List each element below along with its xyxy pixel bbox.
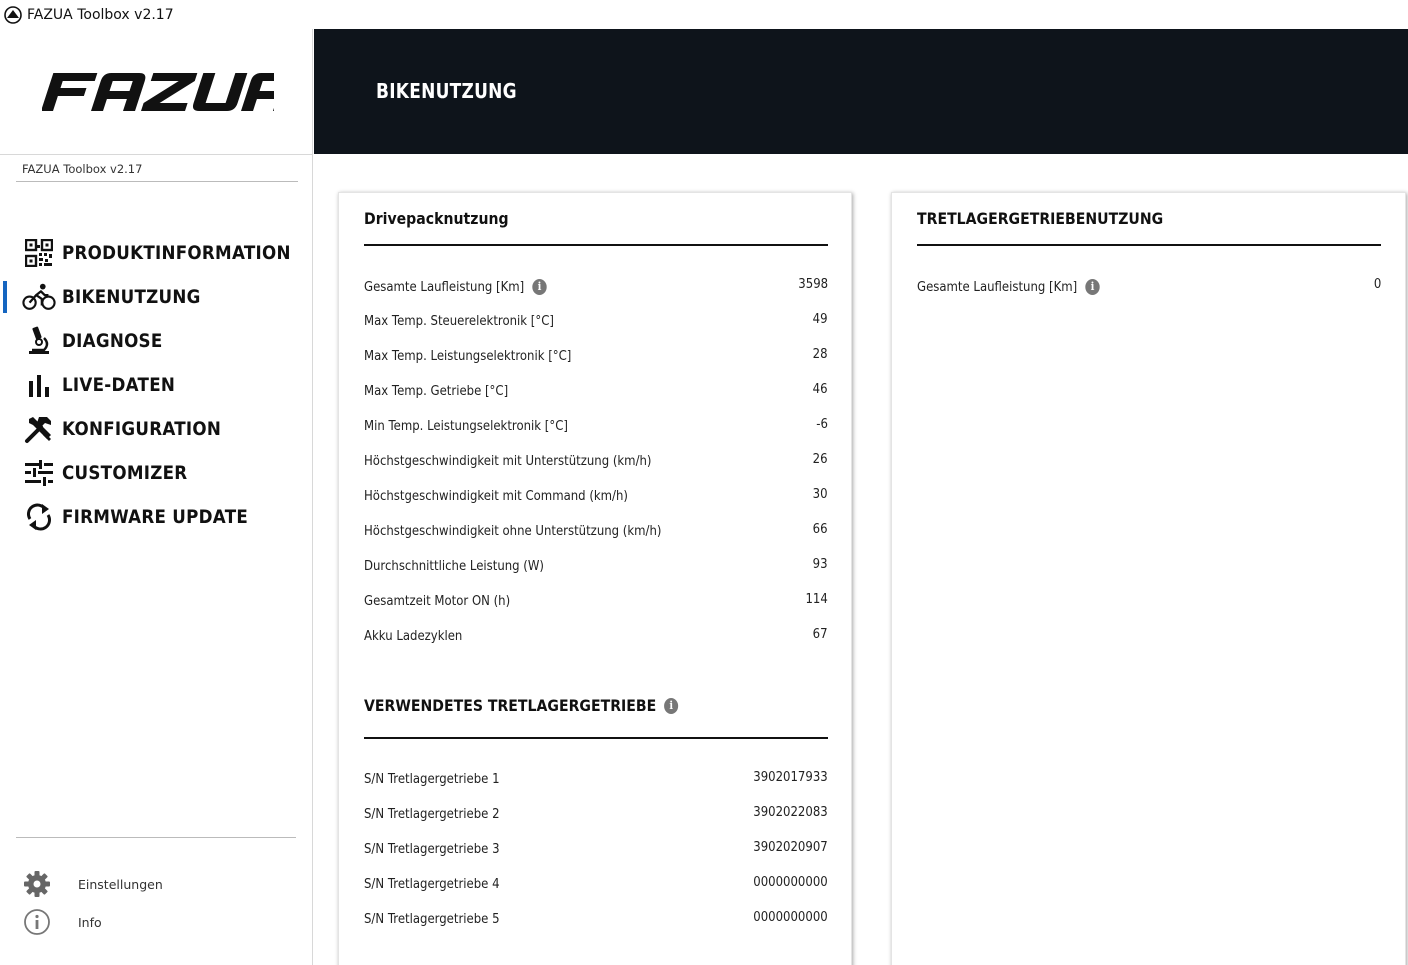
list-item	[364, 875, 828, 895]
main-content	[314, 154, 1408, 965]
nav-item-produktinformation[interactable]	[0, 231, 313, 275]
row-label: Gesamtzeit Motor ON (h)	[364, 594, 511, 609]
nav-label: DIAGNOSE	[62, 330, 163, 352]
list-item	[364, 312, 828, 332]
sliders-icon	[22, 457, 56, 489]
list-item	[364, 347, 828, 367]
nav-label: LIVE-DATEN	[62, 374, 176, 396]
row-value: 67	[813, 627, 828, 642]
row-label: S/N Tretlagergetriebe 2	[364, 807, 500, 822]
info-icon[interactable]: i	[664, 698, 678, 714]
row-value: 0000000000	[753, 910, 828, 925]
page-title: BIKENUTZUNG	[376, 79, 517, 103]
info-icon[interactable]: i	[1085, 279, 1099, 295]
page-header	[314, 29, 1408, 154]
list-item	[917, 277, 1381, 297]
settings-link[interactable]	[0, 867, 313, 901]
row-value: 3902017933	[753, 770, 828, 785]
info-label: Info	[78, 914, 102, 930]
info-icon	[22, 907, 52, 937]
row-label: S/N Tretlagergetriebe 3	[364, 842, 500, 857]
drivepack-title: Drivepacknutzung	[364, 209, 509, 228]
nav-label: BIKENUTZUNG	[62, 286, 201, 308]
nav-label: CUSTOMIZER	[62, 462, 188, 484]
row-value: 66	[813, 522, 828, 537]
row-label: Akku Ladezyklen	[364, 629, 463, 644]
app-icon	[4, 6, 22, 24]
info-icon[interactable]: i	[532, 279, 546, 295]
gearbox-usage-card	[891, 192, 1406, 965]
sync-icon	[22, 501, 56, 533]
row-value: 3902020907	[753, 840, 828, 855]
nav-item-bikenutzung[interactable]	[0, 275, 313, 319]
row-label: Höchstgeschwindigkeit mit Unterstützung (km/h)	[364, 454, 652, 469]
nav-item-konfiguration[interactable]	[0, 407, 313, 451]
list-item	[364, 487, 828, 507]
card-title	[917, 209, 1163, 228]
list-item	[364, 592, 828, 612]
nav-item-customizer[interactable]	[0, 451, 313, 495]
card-title	[364, 696, 678, 715]
version-label: FAZUA Toolbox v2.17	[22, 162, 143, 176]
row-value: 26	[813, 452, 828, 467]
nav-label: FIRMWARE UPDATE	[62, 506, 249, 528]
window-title-bar	[0, 0, 1408, 29]
list-item	[364, 770, 828, 790]
row-value: 0	[1373, 277, 1381, 292]
list-item	[364, 840, 828, 860]
row-label: Max Temp. Leistungselektronik [°C]	[364, 349, 572, 364]
logo-area	[0, 29, 313, 155]
settings-label: Einstellungen	[78, 876, 163, 892]
tools-icon	[22, 413, 56, 445]
divider	[917, 244, 1381, 246]
gearbox-used-title: VERWENDETES TRETLAGERGETRIEBE	[364, 696, 657, 715]
main-nav	[0, 231, 313, 539]
nav-item-diagnose[interactable]	[0, 319, 313, 363]
bar-chart-icon	[22, 369, 56, 401]
row-value: 49	[813, 312, 828, 327]
row-value: 93	[813, 557, 828, 572]
list-item	[364, 382, 828, 402]
divider	[16, 181, 298, 182]
row-value: 3902022083	[753, 805, 828, 820]
list-item	[364, 910, 828, 930]
divider	[364, 737, 828, 739]
info-link[interactable]	[0, 905, 313, 939]
row-label: S/N Tretlagergetriebe 1	[364, 772, 500, 787]
cyclist-icon	[22, 281, 56, 313]
fazua-logo	[42, 71, 274, 113]
nav-label: KONFIGURATION	[62, 418, 222, 440]
divider	[16, 837, 296, 838]
sidebar	[0, 29, 313, 965]
row-label: Höchstgeschwindigkeit ohne Unterstützung (km/h)	[364, 524, 662, 539]
row-value: 46	[813, 382, 828, 397]
gearbox-usage-title: TRETLAGERGETRIEBENUTZUNG	[917, 209, 1164, 228]
row-value: 0000000000	[753, 875, 828, 890]
window-title: FAZUA Toolbox v2.17	[27, 6, 174, 23]
gear-icon	[22, 869, 52, 899]
row-label: S/N Tretlagergetriebe 5	[364, 912, 500, 927]
row-label: Gesamte Laufleistung [Km]	[917, 279, 1078, 295]
microscope-icon	[22, 325, 56, 357]
row-label: Max Temp. Steuerelektronik [°C]	[364, 314, 554, 329]
list-item	[364, 557, 828, 577]
row-value: 114	[805, 592, 828, 607]
row-value: 28	[813, 347, 828, 362]
drivepack-usage-card	[338, 192, 852, 965]
card-title	[364, 209, 509, 228]
list-item	[364, 627, 828, 647]
row-label: Höchstgeschwindigkeit mit Command (km/h)	[364, 489, 628, 504]
row-label: S/N Tretlagergetriebe 4	[364, 877, 500, 892]
list-item	[364, 805, 828, 825]
row-label: Durchschnittliche Leistung (W)	[364, 559, 544, 574]
row-label: Max Temp. Getriebe [°C]	[364, 384, 509, 399]
list-item	[364, 277, 828, 297]
nav-item-live-daten[interactable]	[0, 363, 313, 407]
list-item	[364, 522, 828, 542]
row-value: 30	[813, 487, 828, 502]
list-item	[364, 417, 828, 437]
row-label: Min Temp. Leistungselektronik [°C]	[364, 419, 568, 434]
list-item	[364, 452, 828, 472]
row-value: -6	[816, 417, 828, 432]
nav-item-firmware-update[interactable]	[0, 495, 313, 539]
row-value: 3598	[798, 277, 828, 292]
qr-code-icon	[22, 237, 56, 269]
row-label: Gesamte Laufleistung [Km]	[364, 279, 525, 295]
nav-label: PRODUKTINFORMATION	[62, 242, 291, 264]
divider	[364, 244, 828, 246]
